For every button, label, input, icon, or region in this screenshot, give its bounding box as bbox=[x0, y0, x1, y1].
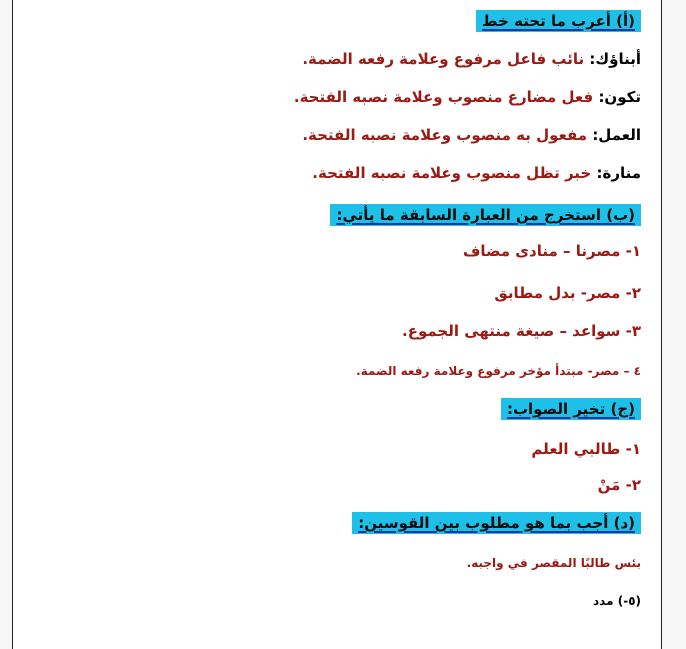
item-answer: خبر تظل منصوب وعلامة نصبه الفتحة. bbox=[312, 164, 592, 182]
item-label: تكون: bbox=[598, 88, 641, 106]
section-c-heading bbox=[501, 398, 641, 420]
section-b-item: ٢- مصر- بدل مطابق bbox=[494, 284, 641, 302]
section-a-item bbox=[312, 162, 641, 184]
section-b-item: ١- مصرنا – منادى مضاف bbox=[462, 242, 641, 260]
item-label: أبناؤك: bbox=[589, 50, 641, 68]
section-a-heading-text: (أ) أعرب ما تحته خط bbox=[476, 10, 641, 32]
section-b-heading bbox=[330, 204, 641, 226]
section-a-item bbox=[302, 48, 641, 70]
section-b-heading-text: (ب) استخرج من العبارة السابقة ما يأتي: bbox=[330, 204, 641, 226]
section-b-item: ٣- سواعد – صيغة منتهى الجموع. bbox=[402, 322, 641, 340]
section-d-heading-text: (د) أجب بما هو مطلوب بين القوسين: bbox=[352, 512, 641, 534]
item-answer: نائب فاعل مرفوع وعلامة رفعه الضمة. bbox=[302, 50, 585, 68]
item-answer: مفعول به منصوب وعلامة نصبه الفتحة. bbox=[302, 126, 588, 144]
item-label: العمل: bbox=[592, 126, 641, 144]
section-c-item: ٢- مَنْ bbox=[597, 476, 641, 494]
section-b-item: ٤ – مصر- مبتدأ مؤخر مرفوع وعلامة رفعه الضمة. bbox=[356, 364, 641, 378]
section-d-item: (٥-) مدد bbox=[593, 594, 641, 608]
section-a-item bbox=[294, 86, 641, 108]
section-c-heading-text: (ج) تخير الصواب: bbox=[501, 398, 641, 420]
item-label: منارة: bbox=[596, 164, 641, 182]
section-a-item bbox=[302, 124, 641, 146]
section-d-heading bbox=[352, 512, 641, 534]
section-a-heading bbox=[476, 10, 641, 32]
item-answer: فعل مضارع منصوب وعلامة نصبه الفتحة. bbox=[293, 88, 594, 106]
section-c-item: ١- طالبي العلم bbox=[531, 440, 641, 458]
worksheet bbox=[12, 0, 662, 649]
section-d-item: بئس طالبًا المقصر في واجبه. bbox=[466, 556, 641, 570]
